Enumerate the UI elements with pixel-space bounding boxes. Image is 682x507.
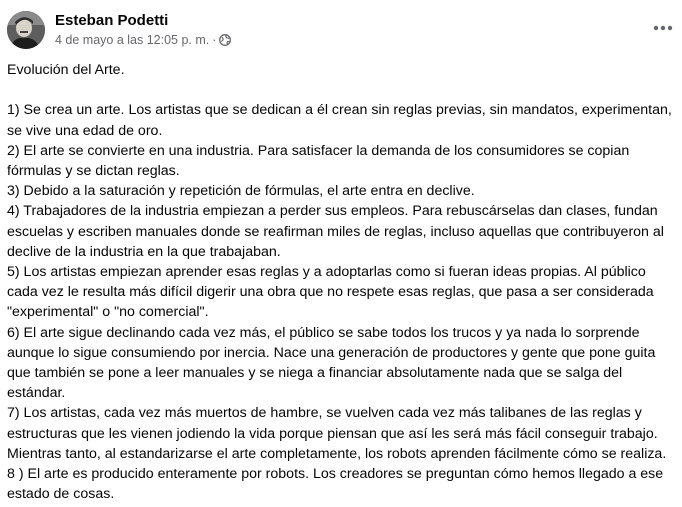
post-title: Evolución del Arte. <box>7 62 125 78</box>
post-body <box>7 60 677 504</box>
post-header <box>0 0 682 58</box>
globe-icon[interactable] <box>219 34 231 46</box>
post-paragraph-4: 4) Trabajadores de la industria empiezan a perder sus empleos. Para rebuscárselas dan clases, fundan escuelas y escriben manuales donde se reafirman miles de reglas, incluso aquellas que contribuyeron al declive de la industria en la que trabajaban. <box>7 203 664 260</box>
more-horizontal-icon <box>653 25 673 31</box>
post-paragraph-6: 6) El arte sigue declinando cada vez más, el público se sabe todos los trucos y ya nada lo sorprende aunque lo sigue consumiendo por inercia. Nace una generación de productores y gente que pone guita que también se pone a leer manuales y se niega a financiar absolutamente nada que se salga del estándar. <box>7 324 656 402</box>
post-paragraph-3: 3) Debido a la saturación y repetición de fórmulas, el arte entra en declive. <box>7 183 475 200</box>
author-avatar[interactable] <box>7 11 45 49</box>
meta-separator: · <box>212 33 217 47</box>
more-options-button[interactable] <box>650 16 676 40</box>
post-meta <box>55 32 231 48</box>
post-paragraph-5: 5) Los artistas empiezan aprender esas reglas y a adoptarlas como si fueran ideas propias. Al público cada vez le resulta más difícil digerir una obra que no respete esas reglas, que pasa a ser considerada "experimental" o "no comercial". <box>7 264 654 321</box>
post-paragraph-8: 8 ) El arte es producido enteramente por robots. Los creadores se preguntan cómo hemos llegado a ese estado de cosas. <box>7 466 664 503</box>
author-name[interactable]: Esteban Podetti <box>55 12 169 29</box>
post-paragraph-7: 7) Los artistas, cada vez más muertos de hambre, se vuelven cada vez más talibanes de las reglas y estructuras que les vienen jodiendo la vida porque piensan que así les será más fácil conseguir trabajo. Mientras tanto, al estandarizarse el arte completamente, los robots aprenden fácilmente cómo se realiza. <box>7 405 667 462</box>
post-paragraph-1: 1) Se crea un arte. Los artistas que se dedican a él crean sin reglas previas, sin mandatos, experimentan, se vive una edad de oro. <box>7 102 672 139</box>
post-timestamp[interactable]: 4 de mayo a las 12:05 p. m. <box>55 33 210 47</box>
post-paragraph-2: 2) El arte se convierte en una industria. Para satisfacer la demanda de los consumidores se copian fórmulas y se dictan reglas. <box>7 142 630 179</box>
avatar-photo <box>7 11 45 49</box>
